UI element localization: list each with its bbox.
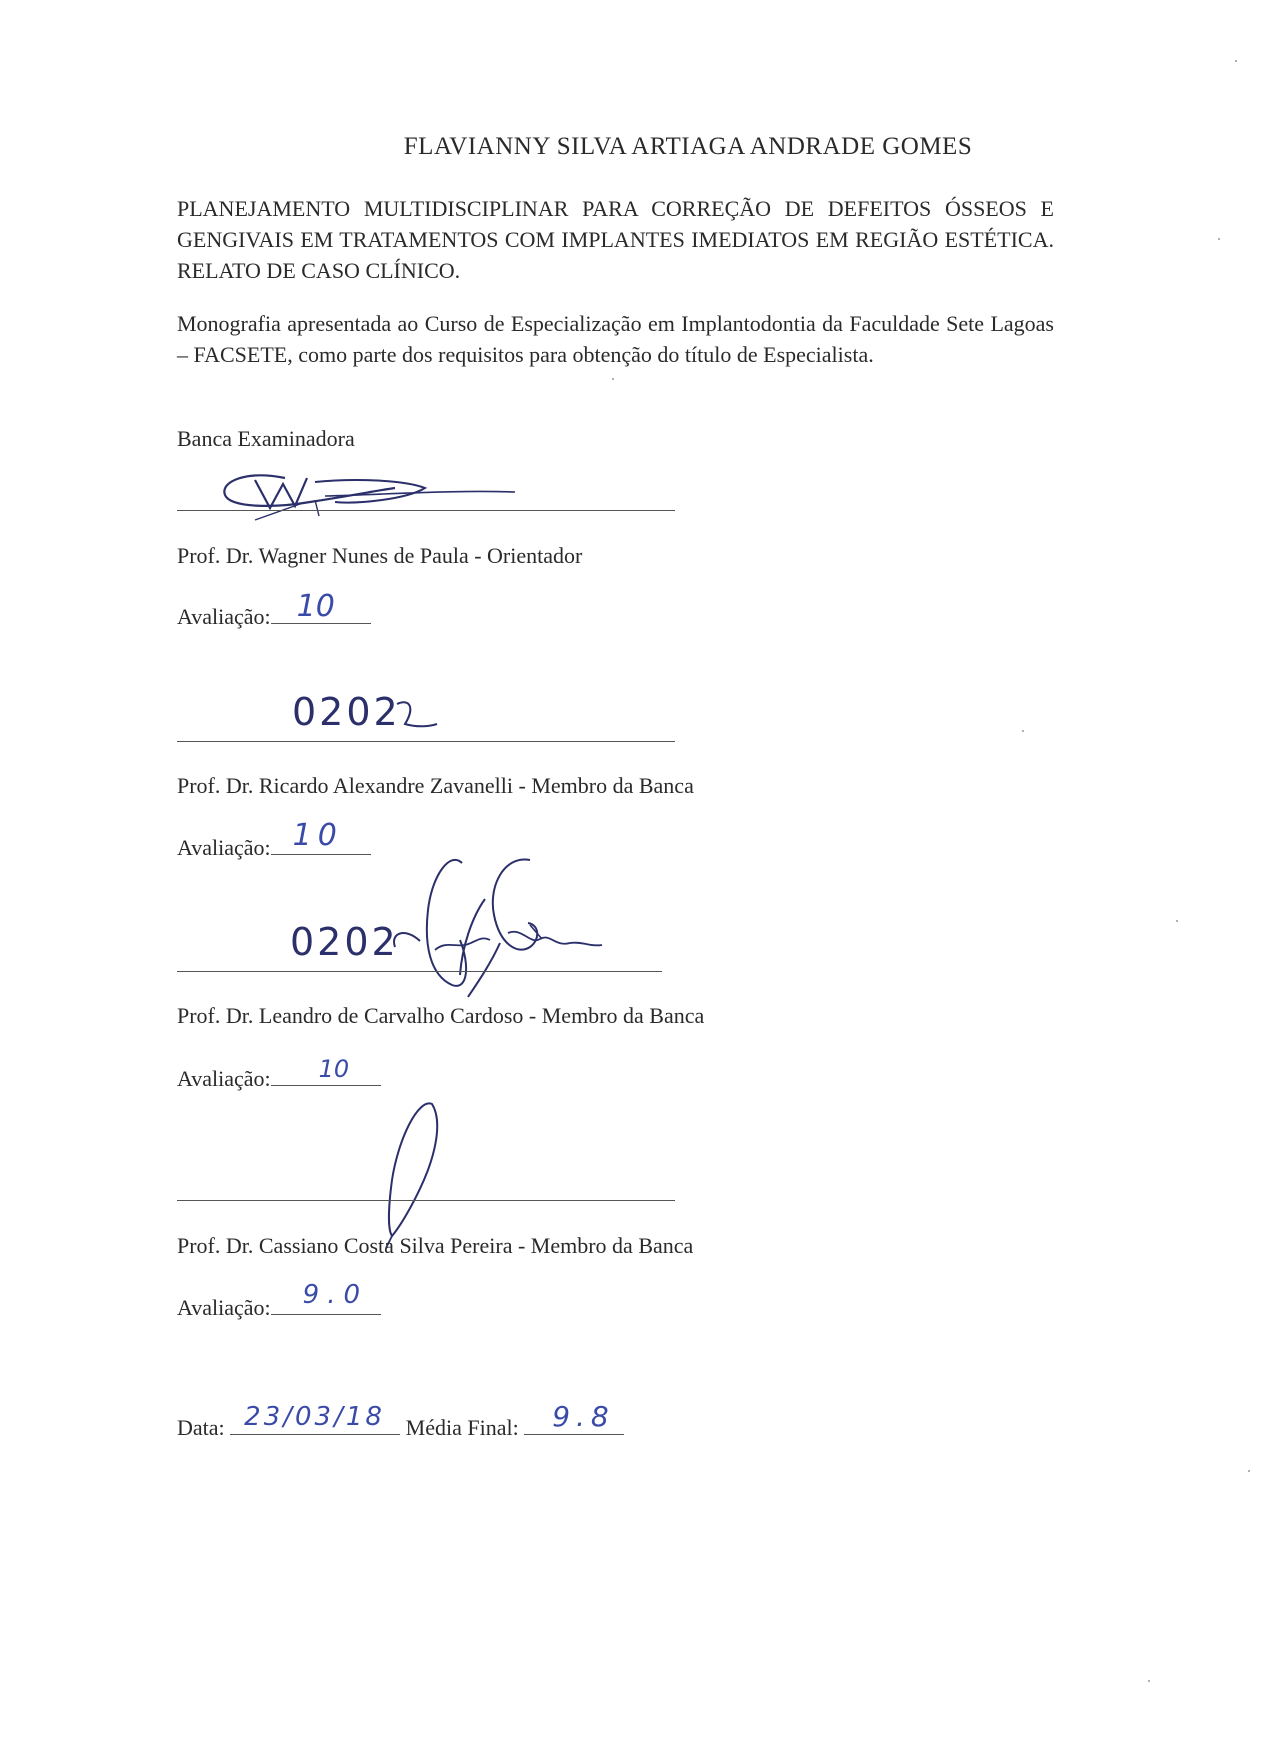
signature-leandro [390, 855, 620, 1005]
examiner-name-3: Prof. Dr. Leandro de Carvalho Cardoso - Membro da Banca [177, 1003, 705, 1028]
grade-value: 10 [296, 589, 335, 624]
evaluation-label: Avaliação: [177, 604, 271, 629]
grade-field [271, 1055, 381, 1086]
evaluation-row-3 [177, 1055, 381, 1092]
monograph-title: PLANEJAMENTO MULTIDISCIPLINAR PARA CORREÇÃO DE DEFEITOS ÓSSEOS E GENGIVAIS EM TRATAMENTOS COM IMPLANTES IMEDIATOS EM REGIÃO ESTÉTICA. RELATO DE CASO CLÍNICO. [177, 196, 1054, 283]
examiner-name-4: Prof. Dr. Cassiano Costa Silva Pereira - Membro da Banca [177, 1233, 694, 1258]
examiner-name-1: Prof. Dr. Wagner Nunes de Paula - Orientador [177, 543, 583, 568]
evaluation-label: Avaliação: [177, 835, 271, 860]
signature-line-1 [177, 510, 675, 511]
evaluation-label: Avaliação: [177, 1066, 271, 1091]
scan-speck [1235, 60, 1237, 62]
evaluation-row-1 [177, 589, 371, 630]
footer-row [177, 1400, 624, 1441]
grade-value: 10 [292, 818, 343, 853]
signature-cassiano [370, 1100, 460, 1250]
evaluation-row-2 [177, 818, 371, 861]
scan-speck [1176, 920, 1178, 922]
signature-wagner [215, 460, 535, 530]
average-field [524, 1400, 624, 1435]
date-value: 23/03/18 [244, 1402, 385, 1432]
author-name: FLAVIANNY SILVA ARTIAGA ANDRADE GOMES [403, 133, 973, 160]
scan-speck [1022, 730, 1024, 732]
signature-line-3 [177, 971, 662, 972]
grade-field [271, 1280, 381, 1315]
handwritten-code-3: 0202 [290, 920, 399, 964]
handwritten-code-2: 0202 [292, 690, 401, 734]
banca-label: Banca Examinadora [177, 426, 355, 451]
date-label: Data: [177, 1415, 225, 1440]
evaluation-row-4 [177, 1280, 381, 1321]
signature-line-2 [177, 741, 675, 742]
scan-speck [1148, 1680, 1150, 1682]
scan-speck [1248, 1470, 1250, 1472]
average-label: Média Final: [405, 1415, 519, 1440]
grade-value: 10 [318, 1055, 350, 1083]
scan-speck [612, 378, 614, 380]
code-tail-2 [395, 700, 455, 740]
grade-value: 9.0 [302, 1280, 369, 1310]
signature-line-4 [177, 1200, 675, 1201]
grade-field [271, 818, 371, 855]
grade-field [271, 589, 371, 624]
evaluation-label: Avaliação: [177, 1295, 271, 1320]
average-value: 9.8 [552, 1400, 615, 1433]
date-field [230, 1402, 400, 1435]
scan-speck [1218, 238, 1220, 240]
monograph-description: Monografia apresentada ao Curso de Especialização em Implantodontia da Faculdade Sete Lagoas – FACSETE, como parte dos requisitos para obtenção do título de Especialista. [177, 311, 1054, 367]
examiner-name-2: Prof. Dr. Ricardo Alexandre Zavanelli - Membro da Banca [177, 773, 694, 798]
